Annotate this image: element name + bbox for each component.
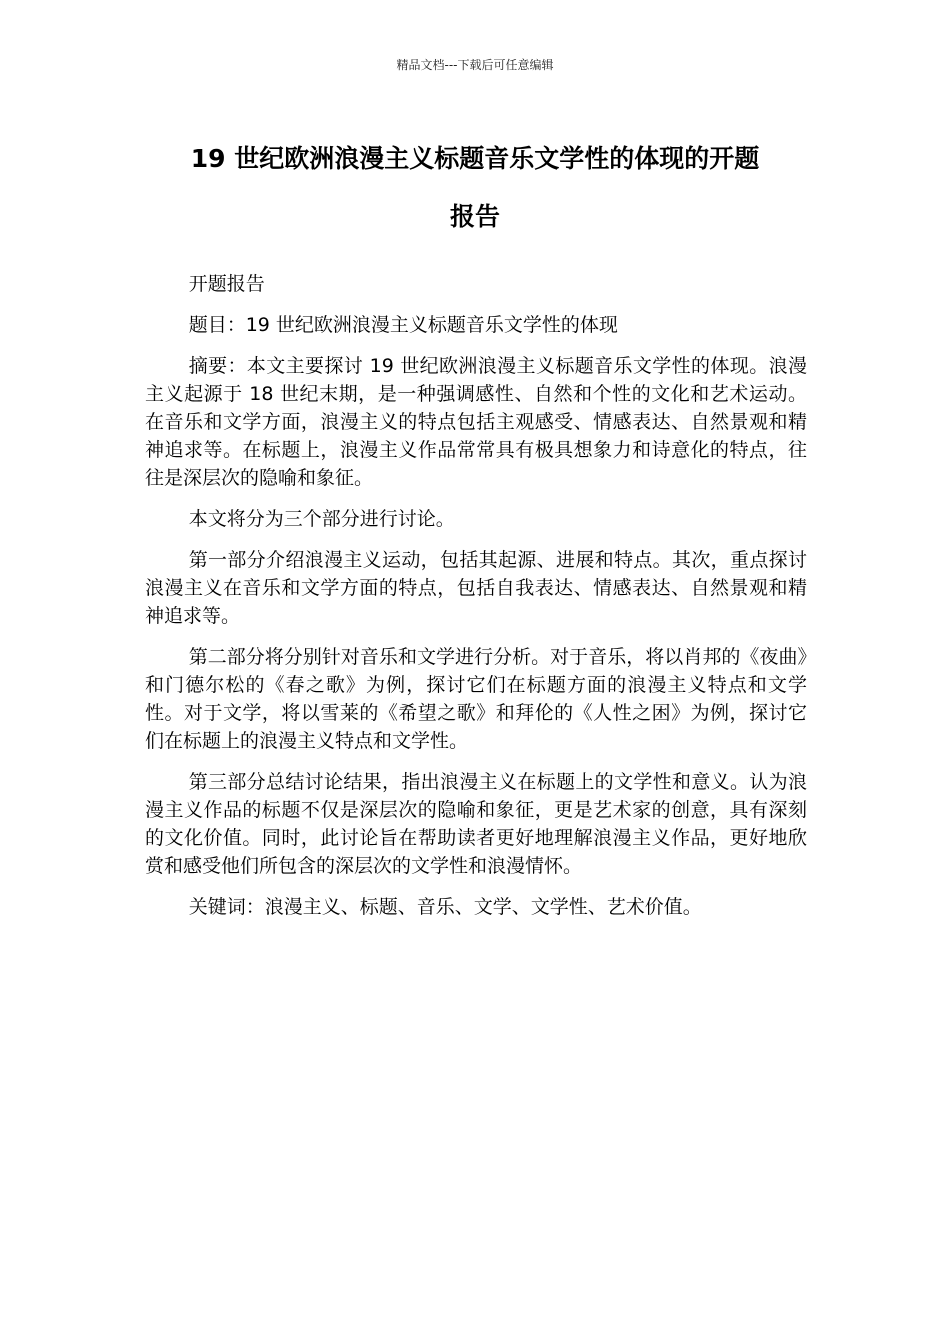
keywords-paragraph: 关键词：浪漫主义、标题、音乐、文学、文学性、艺术价值。 [188, 896, 702, 918]
structure-paragraph: 本文将分为三个部分进行讨论。 [188, 508, 455, 530]
document-title-line-1: 19 世纪欧洲浪漫主义标题音乐文学性的体现的开题 [190, 144, 760, 173]
part-three-paragraph: 第三部分总结讨论结果，指出浪漫主义在标题上的文学性和意义。认为浪漫主义作品的标题不仅是深层次的隐喻和象征，更是艺术家的创意，具有深刻的文化价值。同时，此讨论旨在帮助读者更好地理解浪漫主义作品，更好地欣赏和感受他们所包含的深层次的文学性和浪漫情怀。 [145, 771, 807, 877]
document-body [145, 270, 807, 934]
part-one-paragraph: 第一部分介绍浪漫主义运动，包括其起源、进展和特点。其次，重点探讨浪漫主义在音乐和文学方面的特点，包括自我表达、情感表达、自然景观和精神追求等。 [145, 549, 807, 627]
page-header: 精品文档---下载后可任意编辑 [396, 58, 554, 72]
part-two-paragraph: 第二部分将分别针对音乐和文学进行分析。对于音乐，将以肖邦的《夜曲》和门德尔松的《春之歌》为例，探讨它们在标题方面的浪漫主义特点和文学性。对于文学，将以雪莱的《希望之歌》和拜伦的《人性之困》为例，探讨它们在标题上的浪漫主义特点和文学性。 [145, 646, 807, 752]
abstract-paragraph: 摘要：本文主要探讨 19 世纪欧洲浪漫主义标题音乐文学性的体现。浪漫主义起源于 18 世纪末期，是一种强调感性、自然和个性的文化和艺术运动。在音乐和文学方面，浪漫主义的特点包括主观感受、情感表达、自然景观和精神追求等。在标题上，浪漫主义作品常常具有极具想象力和诗意化的特点，往往是深层次的隐喻和象征。 [145, 355, 807, 489]
document-title [140, 130, 810, 246]
section-label: 开题报告 [188, 273, 265, 295]
topic-paragraph: 题目：19 世纪欧洲浪漫主义标题音乐文学性的体现 [188, 314, 618, 336]
document-title-line-2: 报告 [449, 202, 500, 231]
